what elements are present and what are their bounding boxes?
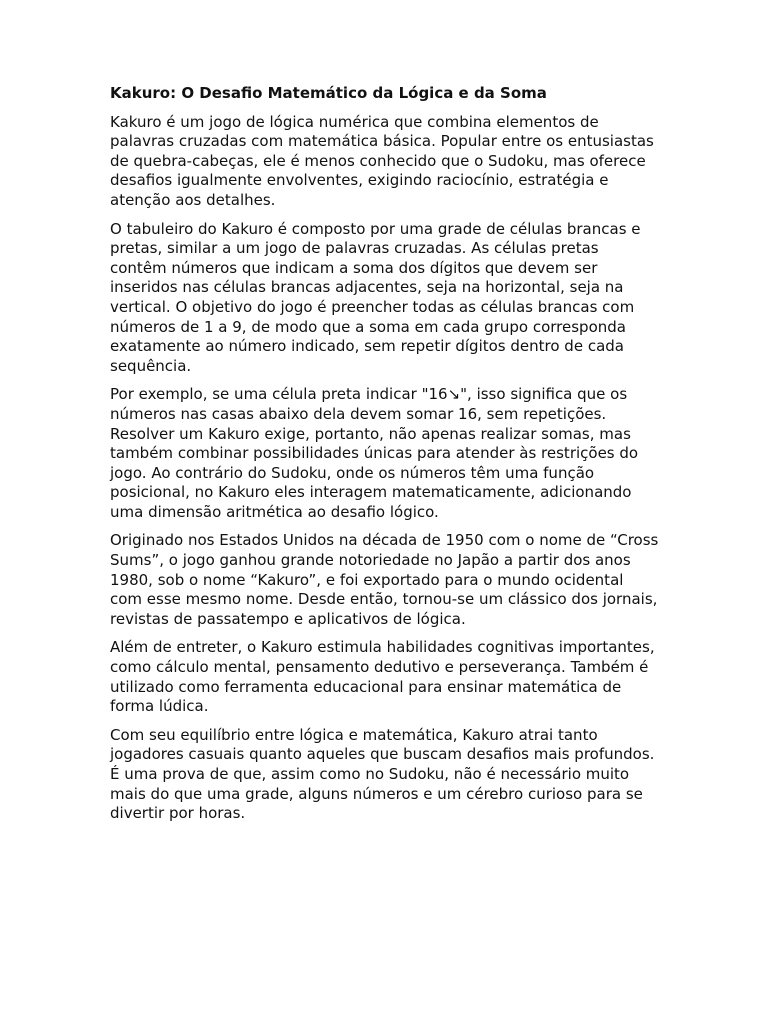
paragraph-origin: Originado nos Estados Unidos na década de 1950 com o nome de “Cross Sums”, o jogo ganhou grande notoriedade no Japão a partir dos anos 1980, sob o nome “Kakuro”, e foi exportado para o mundo ocidental com esse mesmo nome. Desde então, tornou-se um clássico dos jornais, revistas de passatempo e aplicativos de lógica. — [110, 531, 659, 628]
paragraph-intro: Kakuro é um jogo de lógica numérica que combina elementos de palavras cruzadas com matemática básica. Popular entre os entusiastas de quebra-cabeças, ele é menos conhecido que o Sudoku, mas oferece desafios igualmente envolventes, exigindo raciocínio, estratégia e atenção aos detalhes. — [110, 112, 654, 209]
paragraph-board: O tabuleiro do Kakuro é composto por uma grade de células brancas e pretas, similar a um jogo de palavras cruzadas. As células pretas contêm números que indicam a soma dos dígitos que devem ser inseridos nas células brancas adjacentes, seja na horizontal, seja na vertical. O objetivo do jogo é preencher todas as células brancas com números de 1 a 9, de modo que a soma em cada grupo corresponda exatamente ao número indicado, sem repetir dígitos dentro de cada sequência. — [110, 219, 641, 375]
paragraph-example: Por exemplo, se uma célula preta indicar "16↘", isso significa que os números nas casas abaixo dela devem somar 16, sem repetições. Resolver um Kakuro exige, portanto, não apenas realizar somas, mas também combinar possibilidades únicas para atender às restrições do jogo. Ao contrário do Sudoku, onde os números têm uma função posicional, no Kakuro eles interagem matematicamente, adicionando uma dimensão aritmética ao desafio lógico. — [110, 385, 639, 521]
document-page — [110, 84, 660, 833]
document-title: Kakuro: O Desafio Matemático da Lógica e da Soma — [110, 84, 547, 102]
paragraph-conclusion: Com seu equilíbrio entre lógica e matemática, Kakuro atrai tanto jogadores casuais quanto aqueles que buscam desafios mais profundos. É uma prova de que, assim como no Sudoku, não é necessário muito mais do que uma grade, alguns números e um cérebro curioso para se divertir por horas. — [110, 725, 655, 823]
paragraph-benefits: Além de entreter, o Kakuro estimula habilidades cognitivas importantes, como cálculo mental, pensamento dedutivo e perseverança. Também é utilizado como ferramenta educacional para ensinar matemática de forma lúdica. — [110, 638, 655, 716]
